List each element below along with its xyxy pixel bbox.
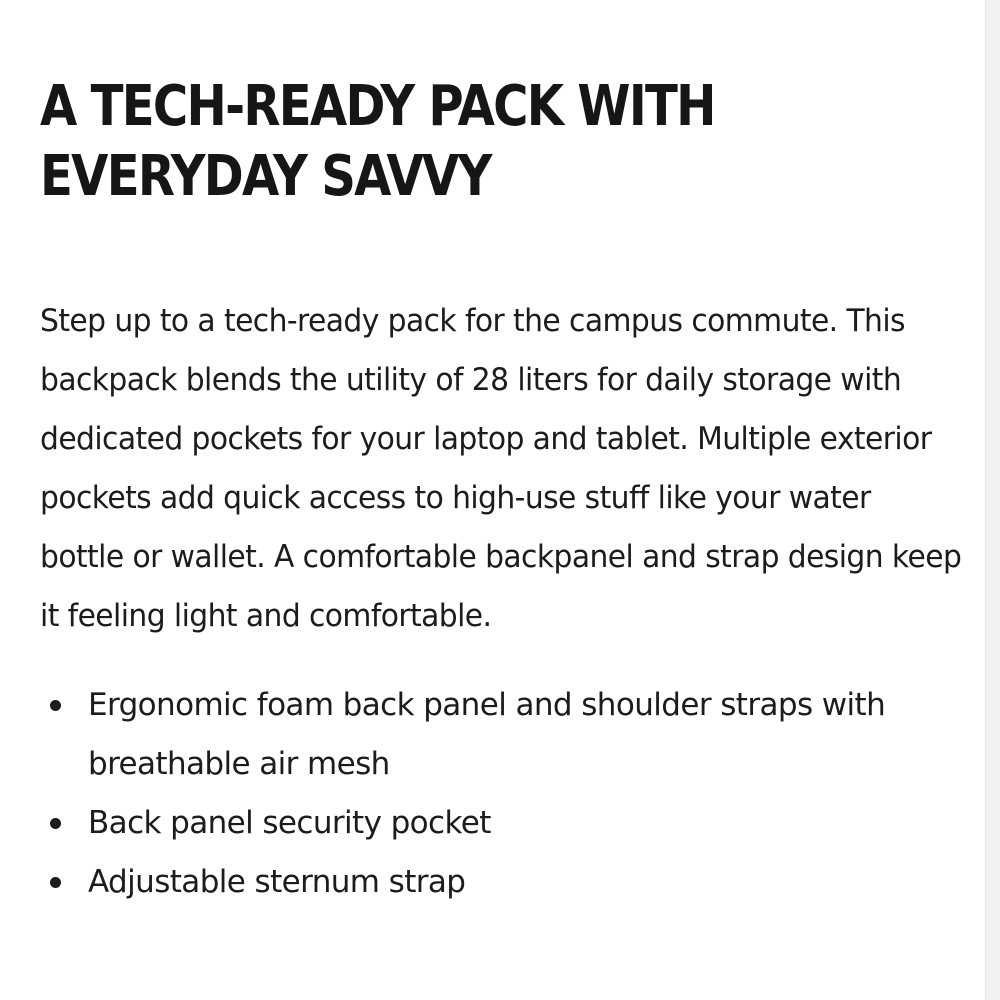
feature-list xyxy=(40,676,960,912)
product-details-section xyxy=(40,72,960,912)
product-description: Step up to a tech-ready pack for the campus commute. This backpack blends the utility of 28 liters for daily storage with dedicated pockets for your laptop and tablet. Multiple exterior pockets add quick access to high-use stuff like your water bottle or wallet. A comfortable backpanel and strap design keep it feeling light and comfortable. xyxy=(40,303,962,634)
bullet-icon xyxy=(50,818,61,829)
feature-item xyxy=(40,853,948,912)
section-heading: A TECH-READY PACK WITH EVERYDAY SAVVY xyxy=(40,74,715,209)
bullet-icon xyxy=(50,700,61,711)
feature-text: Ergonomic foam back panel and shoulder straps with breathable air mesh xyxy=(88,687,886,782)
scrollbar-track[interactable] xyxy=(985,0,1000,1000)
bullet-icon xyxy=(50,877,61,888)
feature-item xyxy=(40,794,948,853)
feature-item xyxy=(40,676,948,794)
feature-text: Back panel security pocket xyxy=(88,805,491,841)
feature-text: Adjustable sternum strap xyxy=(88,864,466,900)
